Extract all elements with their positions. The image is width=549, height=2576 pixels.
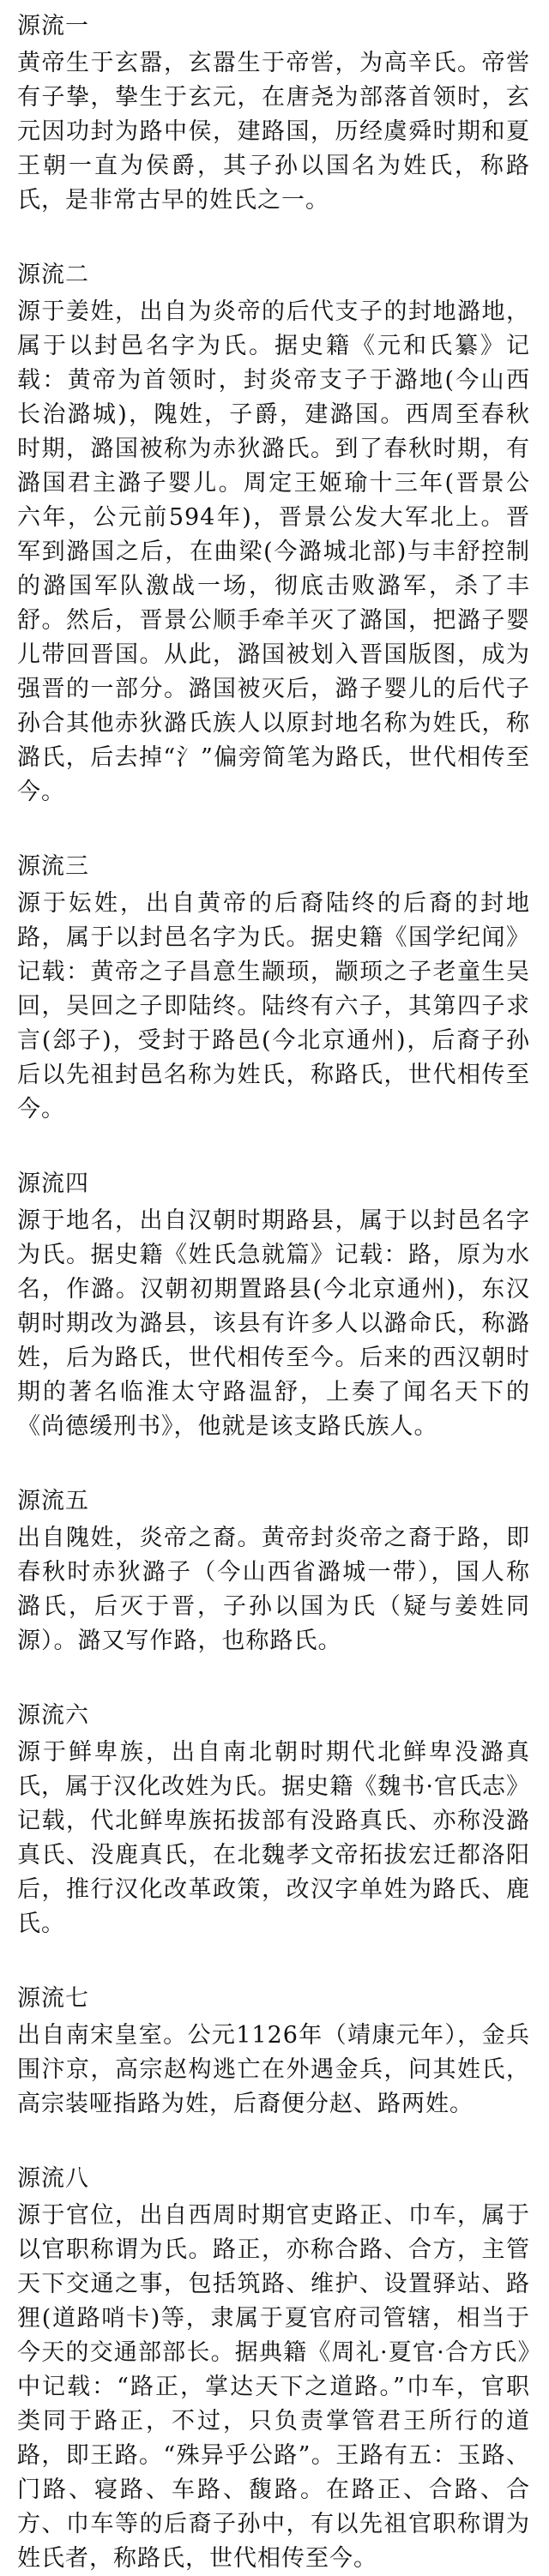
section-body: 源于鲜卑族，出自南北朝时期代北鲜卑没潞真氏，属于汉化改姓为氏。据史籍《魏书·官氏志》记载，代北鲜卑族拓拔部有没路真氏、亦称没潞真氏、没鹿真氏，在北魏孝文帝拓拔宏迁都洛阳后，推行汉化改革政策，改汉字单姓为路氏、鹿氏。 (17, 1739, 530, 1937)
section-title: 源流三 (17, 853, 89, 880)
origin-section-7 (17, 1981, 530, 2122)
origin-section-4 (17, 1166, 530, 1444)
section-body: 源于地名，出自汉朝时期路县，属于以封邑名字为氏。据史籍《姓氏急就篇》记载：路，原为水名，作潞。汉朝初期置路县(今北京通州)，东汉朝时期改为潞县，该县有许多人以潞命氏，称潞姓，后为路氏，世代相传至今。后来的西汉朝时期的著名临淮太守路温舒，上奏了闻名天下的《尚德缓刑书》，他就是该支路氏族人。 (17, 1207, 530, 1440)
origin-section-1 (17, 9, 530, 218)
origin-section-8 (17, 2161, 530, 2576)
section-body: 出自隗姓，炎帝之裔。黄帝封炎帝之裔于路，即春秋时赤狄潞子（今山西省潞城一带），国人称潞氏，后灭于晋，子孙以国为氏（疑与姜姓同源）。潞又写作路，也称路氏。 (17, 1525, 530, 1654)
section-body: 源于官位，出自西周时期官吏路正、巾车，属于以官职称谓为氏。路正，亦称合路、合方，主管天下交通之事，包括筑路、维护、设置驿站、路狸(道路哨卡)等，隶属于夏官府司管辖，相当于今天的交通部部长。据典籍《周礼·夏官·合方氏》中记载：“路正，掌达天下之道路。”巾车，官职类同于路正，不过，只负责掌管君王所行的道路，即王路。“殊异乎公路”。王路有五：玉路、门路、寝路、车路、馥路。在路正、合路、合方、巾车等的后裔子孙中，有以先祖官职称谓为姓氏者，称路氏，世代相传至今。 (17, 2202, 530, 2572)
section-title: 源流四 (17, 1171, 89, 1197)
origin-section-6 (17, 1698, 530, 1941)
section-body: 源于妘姓，出自黄帝的后裔陆终的后裔的封地路，属于以封邑名字为氏。据史籍《国学纪闻》记载：黄帝之子昌意生颛顼，颛顼之子老童生吴回，吴回之子即陆终。陆终有六子，其第四子求言(郐子)，受封于路邑(今北京通州)，后裔子孙后以先祖封邑名称为姓氏，称路氏，世代相传至今。 (17, 890, 530, 1122)
origin-section-5 (17, 1484, 530, 1658)
section-title: 源流五 (17, 1488, 89, 1514)
section-body: 出自南宋皇室。公元1126年（靖康元年），金兵围汴京，高宗赵构逃亡在外遇金兵，问其姓氏，高宗装哑指路为姓，后裔便分赵、路两姓。 (17, 2022, 530, 2117)
section-title: 源流六 (17, 1702, 89, 1729)
section-title: 源流八 (17, 2165, 89, 2192)
section-body: 黄帝生于玄嚣，玄嚣生于帝喾，为高辛氏。帝喾有子挚，挚生于玄元，在唐尧为部落首领时，玄元因功封为路中侯，建路国，历经虞舜时期和夏王朝一直为侯爵，其子孙以国名为姓氏，称路氏，是非常古早的姓氏之一。 (17, 50, 530, 214)
section-title: 源流一 (17, 13, 89, 39)
origin-section-2 (17, 257, 530, 810)
section-body: 源于姜姓，出自为炎帝的后代支子的封地潞地，属于以封邑名字为氏。据史籍《元和氏纂》记载：黄帝为首领时，封炎帝支子于潞地(今山西长治潞城)，隗姓，子爵，建潞国。西周至春秋时期，潞国被称为赤狄潞氏。到了春秋时期，有潞国君主潞子婴儿。周定王姬瑜十三年(晋景公六年，公元前594年)，晋景公发大军北上。晋军到潞国之后，在曲梁(今潞城北部)与丰舒控制的潞国军队激战一场，彻底击败潞军，杀了丰舒。然后，晋景公顺手牵羊灭了潞国，把潞子婴儿带回晋国。从此，潞国被划入晋国版图，成为强晋的一部分。潞国被灭后，潞子婴儿的后代子孙合其他赤狄潞氏族人以原封地名称为姓氏，称潞氏，后去掉“氵”偏旁简笔为路氏，世代相传至今。 (17, 298, 530, 805)
section-title: 源流二 (17, 262, 89, 288)
section-title: 源流七 (17, 1985, 89, 2012)
origin-section-3 (17, 849, 530, 1127)
